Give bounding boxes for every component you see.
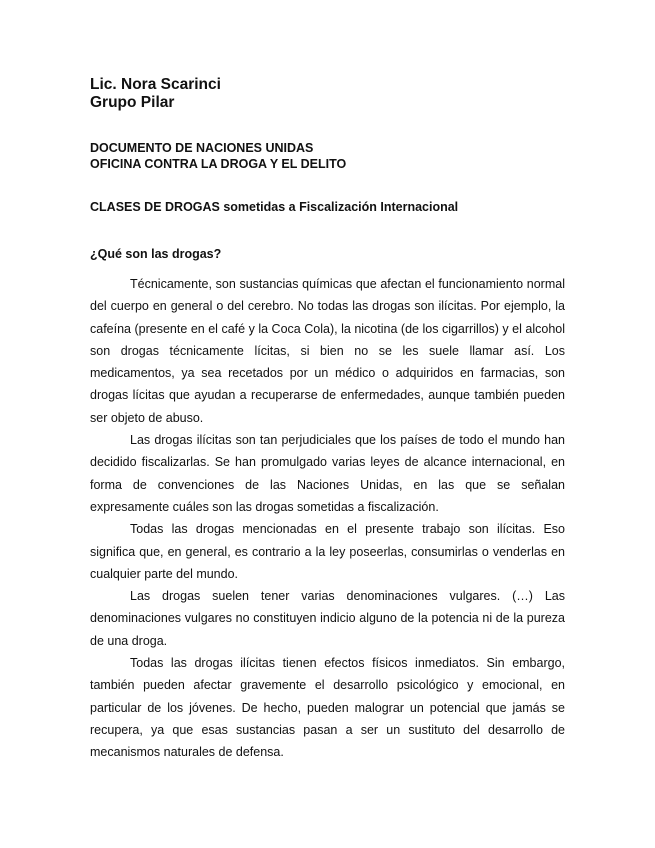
body-text xyxy=(90,273,565,764)
paragraph: Las drogas ilícitas son tan perjudiciales que los países de todo el mundo han decidido fiscalizarlas. Se han promulgado varias leyes de alcance internacional, en forma de convenciones de las Naciones Unidas, en las que se señalan expresamente cuáles son las drogas sometidas a fiscalización. xyxy=(90,433,565,514)
organization-heading xyxy=(90,140,346,172)
paragraph: Técnicamente, son sustancias químicas que afectan el funcionamiento normal del cuerpo en general o del cerebro. No todas las drogas son ilícitas. Por ejemplo, la cafeína (presente en el café y la Coca Cola), la nicotina (de los cigarrillos) y el alcohol son drogas técnicamente lícitas, si bien no se les suele llamar así. Los medicamentos, ya sea recetados por un médico o adquiridos en farmacias, son drogas lícitas que ayudan a recuperarse de enfermedades, aunque también pueden ser objeto de abuso. xyxy=(90,277,565,425)
paragraph: Todas las drogas ilícitas tienen efectos físicos inmediatos. Sin embargo, también pueden afectar gravemente el desarrollo psicológico y emocional, en particular de los jóvenes. De hecho, pueden malograr un potencial que jamás se recupera, ya que esas sustancias pasan a ser un sustituto del desarrollo de mecanismos naturales de defensa. xyxy=(90,656,565,760)
author-block xyxy=(90,76,221,112)
organization-line-1: DOCUMENTO DE NACIONES UNIDAS xyxy=(90,141,314,155)
section-title: CLASES DE DROGAS sometidas a Fiscalización Internacional xyxy=(90,200,459,214)
question-heading: ¿Qué son las drogas? xyxy=(90,247,222,261)
organization-line-2: OFICINA CONTRA LA DROGA Y EL DELITO xyxy=(90,157,347,171)
paragraph: Las drogas suelen tener varias denominaciones vulgares. (…) Las denominaciones vulgares no constituyen indicio alguno de la potencia ni de la pureza de una droga. xyxy=(90,589,565,648)
author-name: Lic. Nora Scarinci xyxy=(90,76,221,93)
author-group: Grupo Pilar xyxy=(90,94,175,111)
paragraph: Todas las drogas mencionadas en el presente trabajo son ilícitas. Eso significa que, en general, es contrario a la ley poseerlas, consumirlas o venderlas en cualquier parte del mundo. xyxy=(90,522,565,581)
